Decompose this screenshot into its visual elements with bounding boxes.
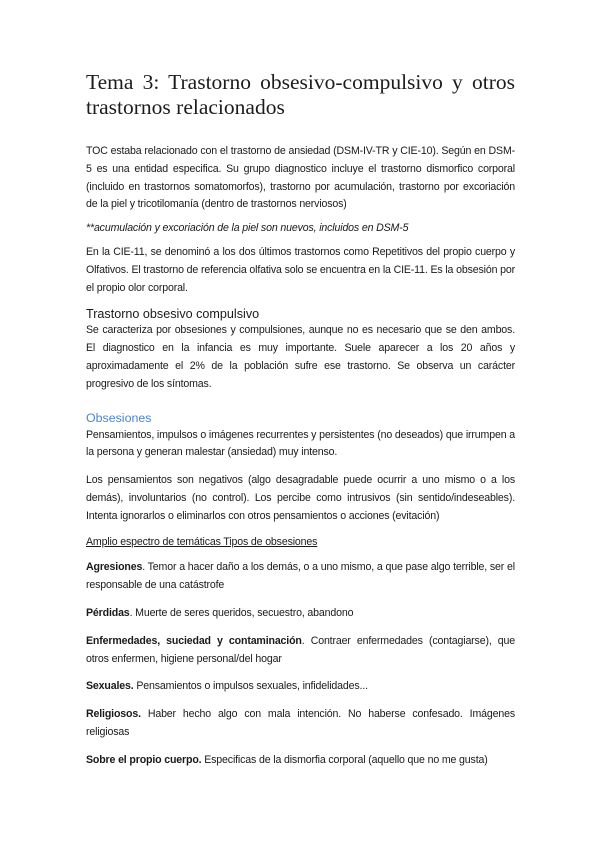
obsession-type-term: Sexuales. (86, 680, 134, 693)
obsesiones-subheading: Amplio espectro de temáticas Tipos de obsesiones (86, 535, 318, 548)
section-heading-toc: Trastorno obsesivo compulsivo (86, 307, 260, 322)
obsesiones-paragraph-1: Pensamientos, impulsos o imágenes recurrentes y persistentes (no deseados) que irrumpen a la persona y generan malestar (ansiedad) muy intenso. (86, 428, 515, 459)
obsession-type-term: Agresiones (86, 561, 143, 574)
obsession-type-item (86, 633, 515, 669)
obsession-type-item (86, 678, 515, 696)
obsession-type-text: Haber hecho algo con mala intención. No haberse confesado. Imágenes religiosas (86, 708, 515, 738)
obsession-type-text: Pensamientos o impulsos sexuales, infidelidades... (133, 680, 368, 693)
obsession-type-text: . Contraer enfermedades (contagiarse), que otros enfermen, higiene personal/del hogar (86, 634, 515, 665)
obsession-type-term: Pérdidas (86, 606, 130, 619)
page-title: Tema 3: Trastorno obsesivo-compulsivo y otros trastornos relacionados (86, 70, 515, 119)
obsession-type-term: Sobre el propio cuerpo. (86, 753, 202, 766)
obsesiones-paragraph-2: Los pensamientos son negativos (algo desagradable puede ocurrir a uno mismo o a los demás), involuntarios (no control). Los percibe como intrusivos (sin sentido/indeseables). Intenta ignorarlos o eliminarlos con otros pensamientos o acciones (evitación) (86, 474, 515, 522)
obsession-type-item (86, 559, 515, 595)
obsession-type-term: Religiosos. (86, 708, 141, 721)
intro-paragraph-2: En la CIE-11, se denominó a los dos últimos trastornos como Repetitivos del propio cuerpo y Olfativos. El trastorno de referencia olfativa solo se encuentra en la CIE-11. Es la obsesión por el propio olor corporal. (86, 245, 515, 294)
obsession-type-text: Especificas de la dismorfia corporal (aquello que no me gusta) (201, 753, 488, 766)
intro-paragraph-1: TOC estaba relacionado con el trastorno de ansiedad (DSM-IV-TR y CIE-10). Según en DSM-5 es una entidad especifica. Su grupo diagnostico incluye el trastorno dismorfico corporal (incluido en trastornos somatomorfos), trastorno por acumulación, trastorno por excoriación de la piel y tricotilomanía (dentro de trastornos nerviosos) (86, 145, 515, 211)
obsession-type-text: . Temor a hacer daño a los demás, o a uno mismo, a que pase algo terrible, ser el responsable de una catástrofe (86, 561, 515, 592)
section-heading-obsesiones: Obsesiones (86, 410, 152, 425)
obsession-type-text: . Muerte de seres queridos, secuestro, abandono (129, 606, 354, 619)
obsession-type-term: Enfermedades, suciedad y contaminación (86, 634, 302, 647)
intro-note: **acumulación y excoriación de la piel son nuevos, incluidos en DSM-5 (86, 222, 409, 235)
obsession-type-item (86, 605, 515, 623)
obsession-type-item (86, 706, 515, 742)
obsession-type-item (86, 752, 515, 770)
toc-paragraph: Se caracteriza por obsesiones y compulsiones, aunque no es necesario que se den ambos. El diagnostico en la infancia es muy importante. Suele aparecer a los 20 años y aproximadamente el 2% de la población sufre ese trastorno. Se observa un carácter progresivo de los síntomas. (86, 324, 515, 390)
